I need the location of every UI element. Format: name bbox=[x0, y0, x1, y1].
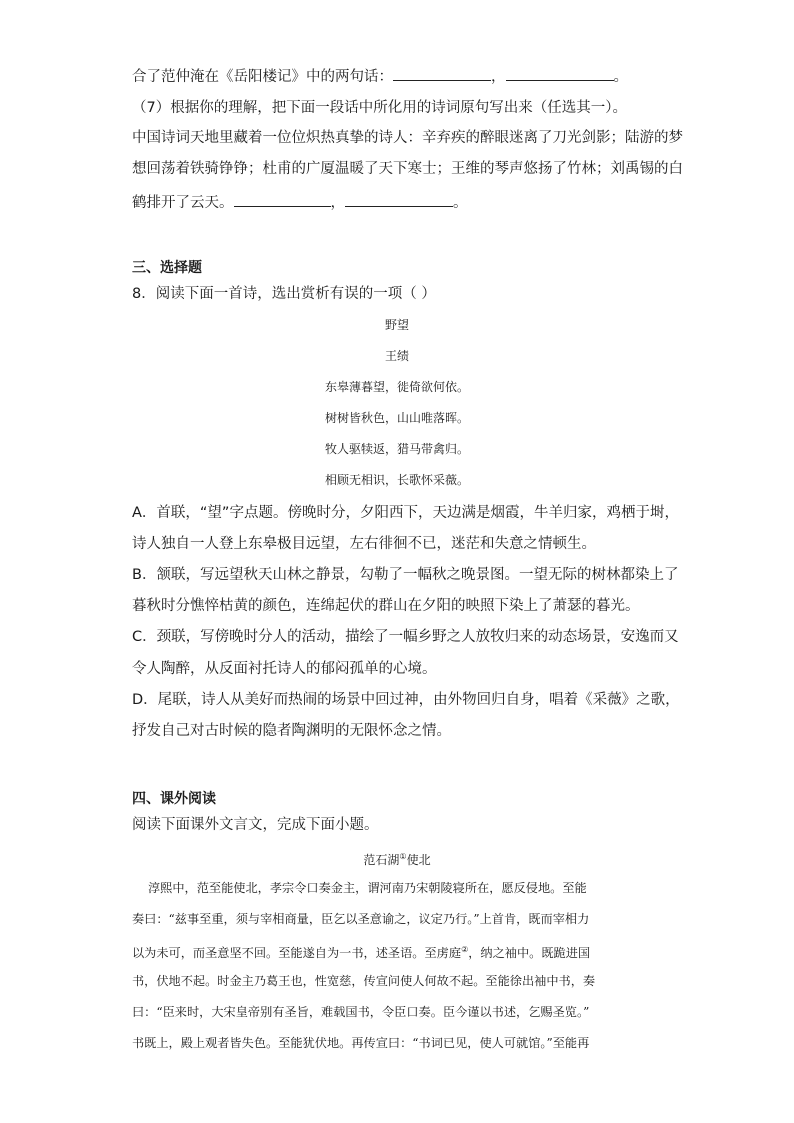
poem-line: 牧人驱犊返，猎马带禽归。 bbox=[324, 442, 469, 456]
option-b-line-2: 暮秋时分憔悴枯黄的颜色，连绵起伏的群山在夕阳的映照下染上了萧瑟的暮光。 bbox=[132, 598, 640, 614]
q6-end: 。 bbox=[613, 69, 628, 85]
footnote-marker: ① bbox=[399, 852, 407, 861]
option-c-line-2: 令人陶醉，从反面衬托诗人的郁闷孤单的心境。 bbox=[132, 661, 437, 677]
passage-line: 书，伏地不起。时金主乃葛王也，性宽慈，传宣问使人何故不起。至能徐出袖中书，奏 bbox=[132, 974, 596, 988]
passage-line-3-text: 以为未可，而圣意坚不回。至能遂自为一书，述圣语。至虏庭 bbox=[132, 946, 462, 961]
passage-line: 书既上，殿上观者皆失色。至能犹伏地。再传宣曰：“书词已见，使人可就馆。”至能再 bbox=[132, 1036, 590, 1050]
q7-separator: ， bbox=[330, 195, 345, 211]
passage-line: 奏曰：“兹事至重，须与宰相商量，臣乞以圣意谕之，议定乃行。”上首肯，既而宰相力 bbox=[132, 912, 590, 926]
passage-title-text: 范石湖 bbox=[363, 853, 400, 867]
poem-author: 王绩 bbox=[384, 349, 409, 363]
passage-title bbox=[0, 848, 794, 869]
answer-blank-3[interactable] bbox=[234, 192, 331, 207]
footnote-marker: ② bbox=[461, 945, 469, 954]
passage-line-3 bbox=[132, 941, 590, 962]
answer-blank-2[interactable] bbox=[506, 66, 614, 81]
question-8: 8．阅读下面一首诗，选出赏析有误的一项（ ） bbox=[132, 286, 436, 302]
q7-answer-line bbox=[132, 192, 468, 213]
q7-line-1: 中国诗词天地里藏着一位位炽热真挚的诗人：辛弃疾的醉眼迷离了刀光剑影；陆游的梦 bbox=[132, 130, 683, 146]
option-d-line-1: D．尾联，诗人从美好而热闹的场景中回过神，由外物回归自身，唱着《采薇》之歌， bbox=[132, 692, 680, 708]
option-a-line-2: 诗人独自一人登上东皋极目远望，左右徘徊不已，迷茫和失意之情顿生。 bbox=[132, 536, 596, 552]
option-b-line-1: B．颔联，写远望秋天山林之静景，勾勒了一幅秋之晚景图。一望无际的树林都染上了 bbox=[132, 567, 679, 583]
section-3-heading: 三、选择题 bbox=[132, 260, 202, 276]
passage-line: 淳熙中，范至能使北，孝宗令口奏金主，谓河南乃宋朝陵寝所在，愿反侵地。至能 bbox=[148, 881, 587, 895]
poem-line: 树树皆秋色，山山唯落晖。 bbox=[324, 411, 469, 425]
q7-line-2: 想回荡着铁骑铮铮；杜甫的广厦温暖了天下寒士；王维的琴声悠扬了竹林；刘禹锡的白 bbox=[132, 161, 683, 177]
q7-end: 。 bbox=[453, 195, 468, 211]
poem-line: 东皋薄暮望，徙倚欲何依。 bbox=[324, 380, 469, 394]
q7-prompt: （7）根据你的理解，把下面一段话中所化用的诗词原句写出来（任选其一）。 bbox=[132, 100, 627, 116]
answer-blank-4[interactable] bbox=[345, 192, 453, 207]
option-c-line-1: C．颈联，写傍晚时分人的活动，描绘了一幅乡野之人放牧归来的动态场景，安逸而又 bbox=[132, 629, 679, 645]
option-a-line-1: A．首联，“望”字点题。傍晚时分，夕阳西下，天边满是烟霞，牛羊归家，鸡栖于埘， bbox=[132, 505, 679, 521]
section-4-heading: 四、课外阅读 bbox=[132, 791, 216, 807]
answer-blank-1[interactable] bbox=[393, 66, 491, 81]
passage-title-end: 使北 bbox=[406, 853, 431, 867]
q6-prefix: 合了范仲淹在《岳阳楼记》中的两句话： bbox=[132, 69, 393, 85]
q7-line-3-prefix: 鹤排开了云天。 bbox=[132, 195, 234, 211]
option-d-line-2: 抒发自己对古时候的隐者陶渊明的无限怀念之情。 bbox=[132, 723, 451, 739]
section-4-intro: 阅读下面课外文言文，完成下面小题。 bbox=[132, 817, 379, 833]
q6-answer-line bbox=[132, 66, 628, 87]
passage-line-3-tail: ，纳之袖中。既跪进国 bbox=[468, 946, 591, 961]
poem-line: 相顾无相识，长歌怀采薇。 bbox=[324, 473, 469, 487]
q6-separator: ， bbox=[491, 69, 506, 85]
passage-line: 曰：“臣来时，大宋皇帝别有圣旨，难载国书，令臣口奏。臣今谨以书述，乞赐圣览。” bbox=[132, 1005, 590, 1019]
poem-title: 野望 bbox=[384, 318, 409, 332]
